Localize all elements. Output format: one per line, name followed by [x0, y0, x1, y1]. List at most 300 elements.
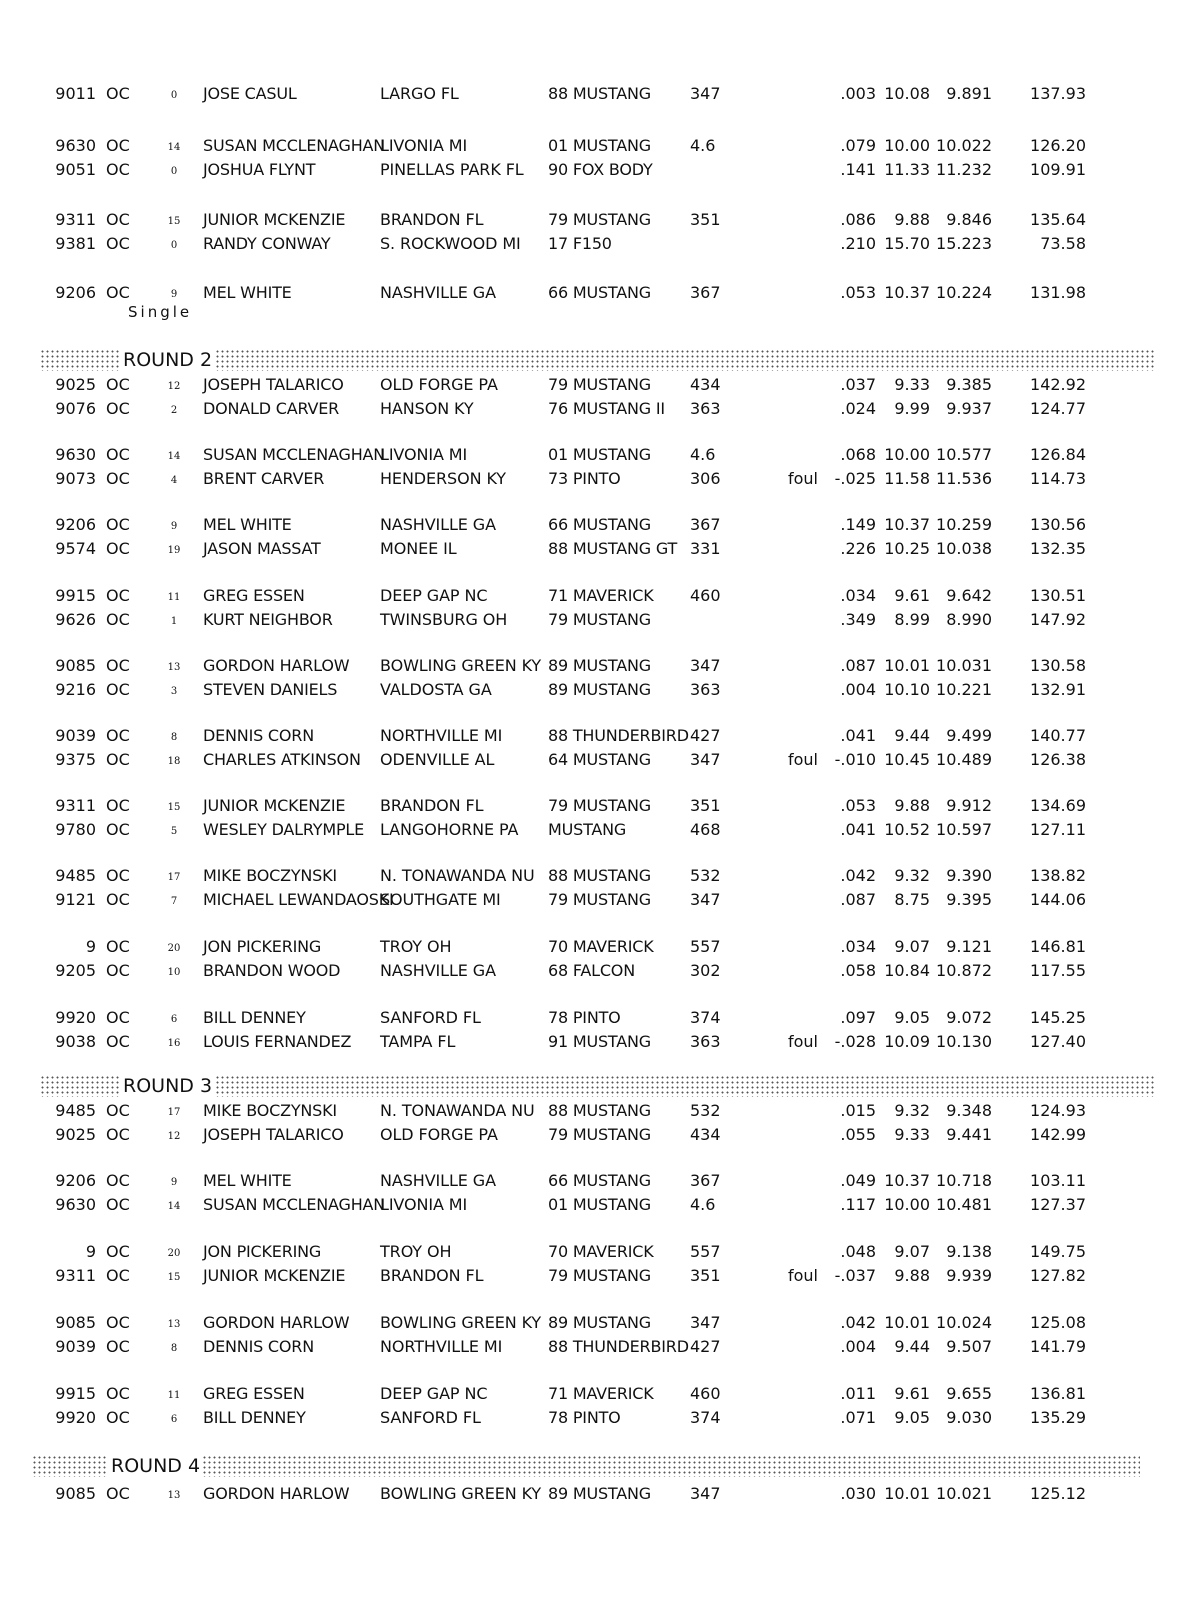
- trap-speed: 132.91: [1030, 680, 1086, 699]
- driver-name: MEL WHITE: [203, 283, 292, 302]
- car-number: 9206: [55, 1171, 96, 1190]
- reaction-time: .041: [840, 726, 876, 745]
- dial-in: 10.00: [884, 136, 930, 155]
- vehicle: 88 MUSTANG GT: [548, 539, 678, 558]
- elapsed-time: 10.577: [936, 445, 992, 464]
- elapsed-time: 10.259: [936, 515, 992, 534]
- dial-in: 10.52: [884, 820, 930, 839]
- driver-name: CHARLES ATKINSON: [203, 750, 361, 769]
- car-number: 9920: [55, 1008, 96, 1027]
- trap-speed: 126.84: [1030, 445, 1086, 464]
- reaction-time: .055: [840, 1125, 876, 1144]
- hometown: TROY OH: [380, 937, 452, 956]
- reaction-time: .141: [840, 160, 876, 179]
- racer-row: [0, 584, 1200, 608]
- dial-in: 10.25: [884, 539, 930, 558]
- reaction-time: .004: [840, 1337, 876, 1356]
- hometown: BOWLING GREEN KY: [380, 1484, 542, 1503]
- car-number: 9311: [55, 210, 96, 229]
- trap-speed: 136.81: [1030, 1384, 1086, 1403]
- dial-in: 10.00: [884, 1195, 930, 1214]
- hometown: NASHVILLE GA: [380, 1171, 496, 1190]
- hometown: NORTHVILLE MI: [380, 1337, 503, 1356]
- engine: 434: [690, 1125, 721, 1144]
- elapsed-time: 15.223: [936, 234, 992, 253]
- class: OC: [106, 469, 130, 488]
- engine: 306: [690, 469, 721, 488]
- reaction-time: .041: [840, 820, 876, 839]
- elapsed-time: 10.022: [936, 136, 992, 155]
- class: OC: [106, 1171, 130, 1190]
- engine: 460: [690, 1384, 721, 1403]
- engine: 302: [690, 961, 721, 980]
- engine: 367: [690, 515, 721, 534]
- hometown: N. TONAWANDA NU: [380, 1101, 535, 1120]
- vehicle: 01 MUSTANG: [548, 136, 651, 155]
- vehicle: 89 MUSTANG: [548, 680, 651, 699]
- trap-speed: 149.75: [1030, 1242, 1086, 1261]
- elapsed-time: 9.891: [946, 84, 992, 103]
- seed: 11: [167, 592, 181, 603]
- car-number: 9375: [55, 750, 96, 769]
- car-number: 9025: [55, 1125, 96, 1144]
- class: OC: [106, 656, 130, 675]
- trap-speed: 103.11: [1030, 1171, 1086, 1190]
- driver-name: GORDON HARLOW: [203, 1313, 350, 1332]
- racer-row: [0, 864, 1200, 888]
- engine: 557: [690, 937, 721, 956]
- driver-name: SUSAN MCCLENAGHAN: [203, 136, 386, 155]
- seed: 13: [167, 662, 181, 673]
- reaction-time: .117: [840, 1195, 876, 1214]
- engine: 367: [690, 283, 721, 302]
- vehicle: 79 MUSTANG: [548, 1266, 651, 1285]
- car-number: 9206: [55, 283, 96, 302]
- elapsed-time: 9.655: [946, 1384, 992, 1403]
- engine: 4.6: [690, 1195, 716, 1214]
- class: OC: [106, 1408, 130, 1427]
- trap-speed: 134.69: [1030, 796, 1086, 815]
- car-number: 9311: [55, 796, 96, 815]
- elapsed-time: 9.939: [946, 1266, 992, 1285]
- hometown: NASHVILLE GA: [380, 961, 496, 980]
- dial-in: 9.07: [894, 1242, 930, 1261]
- driver-name: JON PICKERING: [203, 1242, 322, 1261]
- trap-speed: 114.73: [1030, 469, 1086, 488]
- dial-in: 9.32: [894, 1101, 930, 1120]
- elapsed-time: 9.030: [946, 1408, 992, 1427]
- elapsed-time: 9.642: [946, 586, 992, 605]
- racer-row: [0, 1264, 1200, 1288]
- reaction-time: .015: [840, 1101, 876, 1120]
- trap-speed: 135.29: [1030, 1408, 1086, 1427]
- dial-in: 11.58: [884, 469, 930, 488]
- reaction-time: .087: [840, 890, 876, 909]
- class: OC: [106, 1008, 130, 1027]
- reaction-time: .042: [840, 1313, 876, 1332]
- seed: 9: [170, 1177, 178, 1188]
- dial-in: 9.88: [894, 1266, 930, 1285]
- car-number: 9085: [55, 656, 96, 675]
- vehicle: 89 MUSTANG: [548, 1484, 651, 1503]
- car-number: 9381: [55, 234, 96, 253]
- racer-row: [0, 1193, 1200, 1217]
- dial-in: 10.84: [884, 961, 930, 980]
- class: OC: [106, 680, 130, 699]
- seed: 19: [167, 545, 181, 556]
- hometown: N. TONAWANDA NU: [380, 866, 535, 885]
- class: OC: [106, 1125, 130, 1144]
- hometown: BOWLING GREEN KY: [380, 656, 542, 675]
- seed: 9: [170, 289, 178, 300]
- car-number: 9780: [55, 820, 96, 839]
- driver-name: BILL DENNEY: [203, 1408, 306, 1427]
- class: OC: [106, 1242, 130, 1261]
- elapsed-time: 9.499: [946, 726, 992, 745]
- elapsed-time: 10.031: [936, 656, 992, 675]
- racer-row: [0, 608, 1200, 632]
- car-number: 9311: [55, 1266, 96, 1285]
- seed: 15: [167, 216, 181, 227]
- hometown: LARGO FL: [380, 84, 459, 103]
- trap-speed: 137.93: [1030, 84, 1086, 103]
- car-number: 9485: [55, 1101, 96, 1120]
- class: OC: [106, 890, 130, 909]
- hometown: ODENVILLE AL: [380, 750, 495, 769]
- elapsed-time: 9.507: [946, 1337, 992, 1356]
- driver-name: BILL DENNEY: [203, 1008, 306, 1027]
- racer-row: [0, 794, 1200, 818]
- elapsed-time: 10.718: [936, 1171, 992, 1190]
- trap-speed: 145.25: [1030, 1008, 1086, 1027]
- dial-in: 10.37: [884, 515, 930, 534]
- bye-note: Single: [128, 303, 193, 321]
- reaction-time: -.010: [834, 750, 876, 769]
- vehicle: 66 MUSTANG: [548, 1171, 651, 1190]
- car-number: 9205: [55, 961, 96, 980]
- engine: 374: [690, 1408, 721, 1427]
- reaction-time: .097: [840, 1008, 876, 1027]
- trap-speed: 109.91: [1030, 160, 1086, 179]
- dial-in: 8.75: [894, 890, 930, 909]
- vehicle: 88 MUSTANG: [548, 1101, 651, 1120]
- class: OC: [106, 726, 130, 745]
- vehicle: 90 FOX BODY: [548, 160, 653, 179]
- foul-flag: foul: [787, 1266, 818, 1285]
- driver-name: JUNIOR MCKENZIE: [203, 1266, 346, 1285]
- class: OC: [106, 375, 130, 394]
- vehicle: 70 MAVERICK: [548, 937, 654, 956]
- dial-in: 9.44: [894, 1337, 930, 1356]
- dial-in: 9.33: [894, 375, 930, 394]
- class: OC: [106, 937, 130, 956]
- seed: 20: [167, 943, 181, 954]
- reaction-time: .149: [840, 515, 876, 534]
- reaction-time: .037: [840, 375, 876, 394]
- dial-in: 9.88: [894, 210, 930, 229]
- trap-speed: 125.12: [1030, 1484, 1086, 1503]
- trap-speed: 135.64: [1030, 210, 1086, 229]
- trap-speed: 127.40: [1030, 1032, 1086, 1051]
- trap-speed: 124.77: [1030, 399, 1086, 418]
- driver-name: JUNIOR MCKENZIE: [203, 796, 346, 815]
- car-number: 9630: [55, 1195, 96, 1214]
- engine: 347: [690, 1484, 721, 1503]
- class: OC: [106, 750, 130, 769]
- vehicle: 73 PINTO: [548, 469, 621, 488]
- driver-name: JUNIOR MCKENZIE: [203, 210, 346, 229]
- seed: 20: [167, 1248, 181, 1259]
- engine: 363: [690, 680, 721, 699]
- dial-in: 10.37: [884, 283, 930, 302]
- seed: 6: [170, 1414, 178, 1425]
- seed: 16: [167, 1038, 181, 1049]
- vehicle: 66 MUSTANG: [548, 515, 651, 534]
- racer-row: [0, 1382, 1200, 1406]
- driver-name: JOSE CASUL: [203, 84, 297, 103]
- elapsed-time: 10.872: [936, 961, 992, 980]
- reaction-time: .030: [840, 1484, 876, 1503]
- vehicle: 88 THUNDERBIRD: [548, 726, 689, 745]
- vehicle: 66 MUSTANG: [548, 283, 651, 302]
- elapsed-time: 11.232: [936, 160, 992, 179]
- vehicle: 79 MUSTANG: [548, 375, 651, 394]
- elapsed-time: 9.072: [946, 1008, 992, 1027]
- dial-in: 10.37: [884, 1171, 930, 1190]
- class: OC: [106, 1195, 130, 1214]
- dial-in: 9.61: [894, 586, 930, 605]
- vehicle: 71 MAVERICK: [548, 1384, 654, 1403]
- dial-in: 10.01: [884, 1313, 930, 1332]
- hometown: VALDOSTA GA: [380, 680, 492, 699]
- engine: 347: [690, 656, 721, 675]
- reaction-time: .349: [840, 610, 876, 629]
- reaction-time: .004: [840, 680, 876, 699]
- elapsed-time: 10.024: [936, 1313, 992, 1332]
- dial-in: 9.44: [894, 726, 930, 745]
- driver-name: JON PICKERING: [203, 937, 322, 956]
- reaction-time: .086: [840, 210, 876, 229]
- class: OC: [106, 445, 130, 464]
- racer-row: [0, 134, 1200, 158]
- trap-speed: 125.08: [1030, 1313, 1086, 1332]
- engine: 468: [690, 820, 721, 839]
- elapsed-time: 10.221: [936, 680, 992, 699]
- racer-row: [0, 397, 1200, 421]
- car-number: 9073: [55, 469, 96, 488]
- driver-name: JOSHUA FLYNT: [203, 160, 316, 179]
- hometown: NORTHVILLE MI: [380, 726, 503, 745]
- trap-speed: 117.55: [1030, 961, 1086, 980]
- car-number: 9039: [55, 1337, 96, 1356]
- vehicle: 78 PINTO: [548, 1008, 621, 1027]
- car-number: 9011: [55, 84, 96, 103]
- car-number: 9085: [55, 1313, 96, 1332]
- class: OC: [106, 1032, 130, 1051]
- seed: 2: [170, 405, 178, 416]
- dial-in: 10.01: [884, 1484, 930, 1503]
- class: OC: [106, 1337, 130, 1356]
- seed: 0: [170, 90, 178, 101]
- seed: 13: [167, 1490, 181, 1501]
- reaction-time: .053: [840, 283, 876, 302]
- car-number: 9: [85, 937, 96, 956]
- trap-speed: 138.82: [1030, 866, 1086, 885]
- reaction-time: .058: [840, 961, 876, 980]
- elapsed-time: 9.912: [946, 796, 992, 815]
- dial-in: 10.45: [884, 750, 930, 769]
- racer-row: [0, 281, 1200, 305]
- engine: 460: [690, 586, 721, 605]
- dial-in: 9.05: [894, 1008, 930, 1027]
- racer-row: [0, 959, 1200, 983]
- reaction-time: .003: [840, 84, 876, 103]
- trap-speed: 127.82: [1030, 1266, 1086, 1285]
- dial-in: 10.01: [884, 656, 930, 675]
- seed: 4: [170, 475, 178, 486]
- racer-row: [0, 1482, 1200, 1506]
- reaction-time: -.025: [834, 469, 876, 488]
- seed: 11: [167, 1390, 181, 1401]
- car-number: 9574: [55, 539, 96, 558]
- elapsed-time: 10.597: [936, 820, 992, 839]
- dial-in: 8.99: [894, 610, 930, 629]
- vehicle: 64 MUSTANG: [548, 750, 651, 769]
- dial-in: 15.70: [884, 234, 930, 253]
- engine: 4.6: [690, 445, 716, 464]
- hometown: NASHVILLE GA: [380, 515, 496, 534]
- car-number: 9076: [55, 399, 96, 418]
- reaction-time: .048: [840, 1242, 876, 1261]
- elapsed-time: 10.021: [936, 1484, 992, 1503]
- vehicle: 89 MUSTANG: [548, 1313, 651, 1332]
- round-title: ROUND 2: [120, 347, 215, 373]
- foul-flag: foul: [787, 750, 818, 769]
- elapsed-time: 10.489: [936, 750, 992, 769]
- class: OC: [106, 283, 130, 302]
- engine: 347: [690, 1313, 721, 1332]
- elapsed-time: 11.536: [936, 469, 992, 488]
- hometown: SOUTHGATE MI: [380, 890, 501, 909]
- engine: 367: [690, 1171, 721, 1190]
- seed: 12: [167, 381, 181, 392]
- car-number: 9216: [55, 680, 96, 699]
- car-number: 9038: [55, 1032, 96, 1051]
- hometown: BRANDON FL: [380, 210, 484, 229]
- reaction-time: .042: [840, 866, 876, 885]
- elapsed-time: 9.385: [946, 375, 992, 394]
- dial-in: 10.09: [884, 1032, 930, 1051]
- racer-row: [0, 748, 1200, 772]
- reaction-time: .034: [840, 937, 876, 956]
- vehicle: 76 MUSTANG II: [548, 399, 665, 418]
- class: OC: [106, 866, 130, 885]
- vehicle: 88 MUSTANG: [548, 84, 651, 103]
- class: OC: [106, 1313, 130, 1332]
- driver-name: DENNIS CORN: [203, 726, 314, 745]
- vehicle: 89 MUSTANG: [548, 656, 651, 675]
- elapsed-time: 9.121: [946, 937, 992, 956]
- seed: 17: [167, 1107, 181, 1118]
- round-header: [40, 1075, 1156, 1097]
- racer-row: [0, 888, 1200, 912]
- car-number: 9206: [55, 515, 96, 534]
- trap-speed: 132.35: [1030, 539, 1086, 558]
- elapsed-time: 9.138: [946, 1242, 992, 1261]
- dial-in: 10.08: [884, 84, 930, 103]
- dial-in: 11.33: [884, 160, 930, 179]
- class: OC: [106, 1101, 130, 1120]
- seed: 14: [167, 451, 181, 462]
- engine: 532: [690, 1101, 721, 1120]
- engine: 427: [690, 726, 721, 745]
- trap-speed: 130.56: [1030, 515, 1086, 534]
- engine: 351: [690, 210, 721, 229]
- racer-row: [0, 537, 1200, 561]
- vehicle: 88 THUNDERBIRD: [548, 1337, 689, 1356]
- seed: 13: [167, 1319, 181, 1330]
- seed: 6: [170, 1014, 178, 1025]
- racer-row: [0, 1099, 1200, 1123]
- elapsed-time: 8.990: [946, 610, 992, 629]
- dial-in: 10.10: [884, 680, 930, 699]
- vehicle: 68 FALCON: [548, 961, 635, 980]
- driver-name: GREG ESSEN: [203, 1384, 305, 1403]
- hometown: OLD FORGE PA: [380, 375, 498, 394]
- reaction-time: .024: [840, 399, 876, 418]
- car-number: 9915: [55, 1384, 96, 1403]
- driver-name: JASON MASSAT: [203, 539, 321, 558]
- driver-name: BRANDON WOOD: [203, 961, 341, 980]
- hometown: BRANDON FL: [380, 1266, 484, 1285]
- vehicle: 78 PINTO: [548, 1408, 621, 1427]
- car-number: 9: [85, 1242, 96, 1261]
- seed: 7: [170, 896, 178, 907]
- elapsed-time: 9.937: [946, 399, 992, 418]
- elapsed-time: 9.395: [946, 890, 992, 909]
- class: OC: [106, 210, 130, 229]
- elapsed-time: 10.224: [936, 283, 992, 302]
- driver-name: BRENT CARVER: [203, 469, 325, 488]
- trap-speed: 73.58: [1040, 234, 1086, 253]
- class: OC: [106, 539, 130, 558]
- class: OC: [106, 586, 130, 605]
- hometown: SANFORD FL: [380, 1008, 481, 1027]
- seed: 14: [167, 1201, 181, 1212]
- class: OC: [106, 399, 130, 418]
- seed: 3: [170, 686, 178, 697]
- driver-name: GORDON HARLOW: [203, 656, 350, 675]
- seed: 8: [170, 1343, 178, 1354]
- car-number: 9630: [55, 445, 96, 464]
- class: OC: [106, 1384, 130, 1403]
- reaction-time: .087: [840, 656, 876, 675]
- vehicle: 91 MUSTANG: [548, 1032, 651, 1051]
- racer-row: [0, 373, 1200, 397]
- vehicle: 01 MUSTANG: [548, 445, 651, 464]
- elapsed-time: 9.348: [946, 1101, 992, 1120]
- seed: 12: [167, 1131, 181, 1142]
- round-title: ROUND 3: [120, 1073, 215, 1099]
- driver-name: GREG ESSEN: [203, 586, 305, 605]
- vehicle: 88 MUSTANG: [548, 866, 651, 885]
- hometown: SANFORD FL: [380, 1408, 481, 1427]
- trap-speed: 146.81: [1030, 937, 1086, 956]
- hometown: NASHVILLE GA: [380, 283, 496, 302]
- racer-row: [0, 82, 1200, 106]
- dial-in: 9.88: [894, 796, 930, 815]
- trap-speed: 124.93: [1030, 1101, 1086, 1120]
